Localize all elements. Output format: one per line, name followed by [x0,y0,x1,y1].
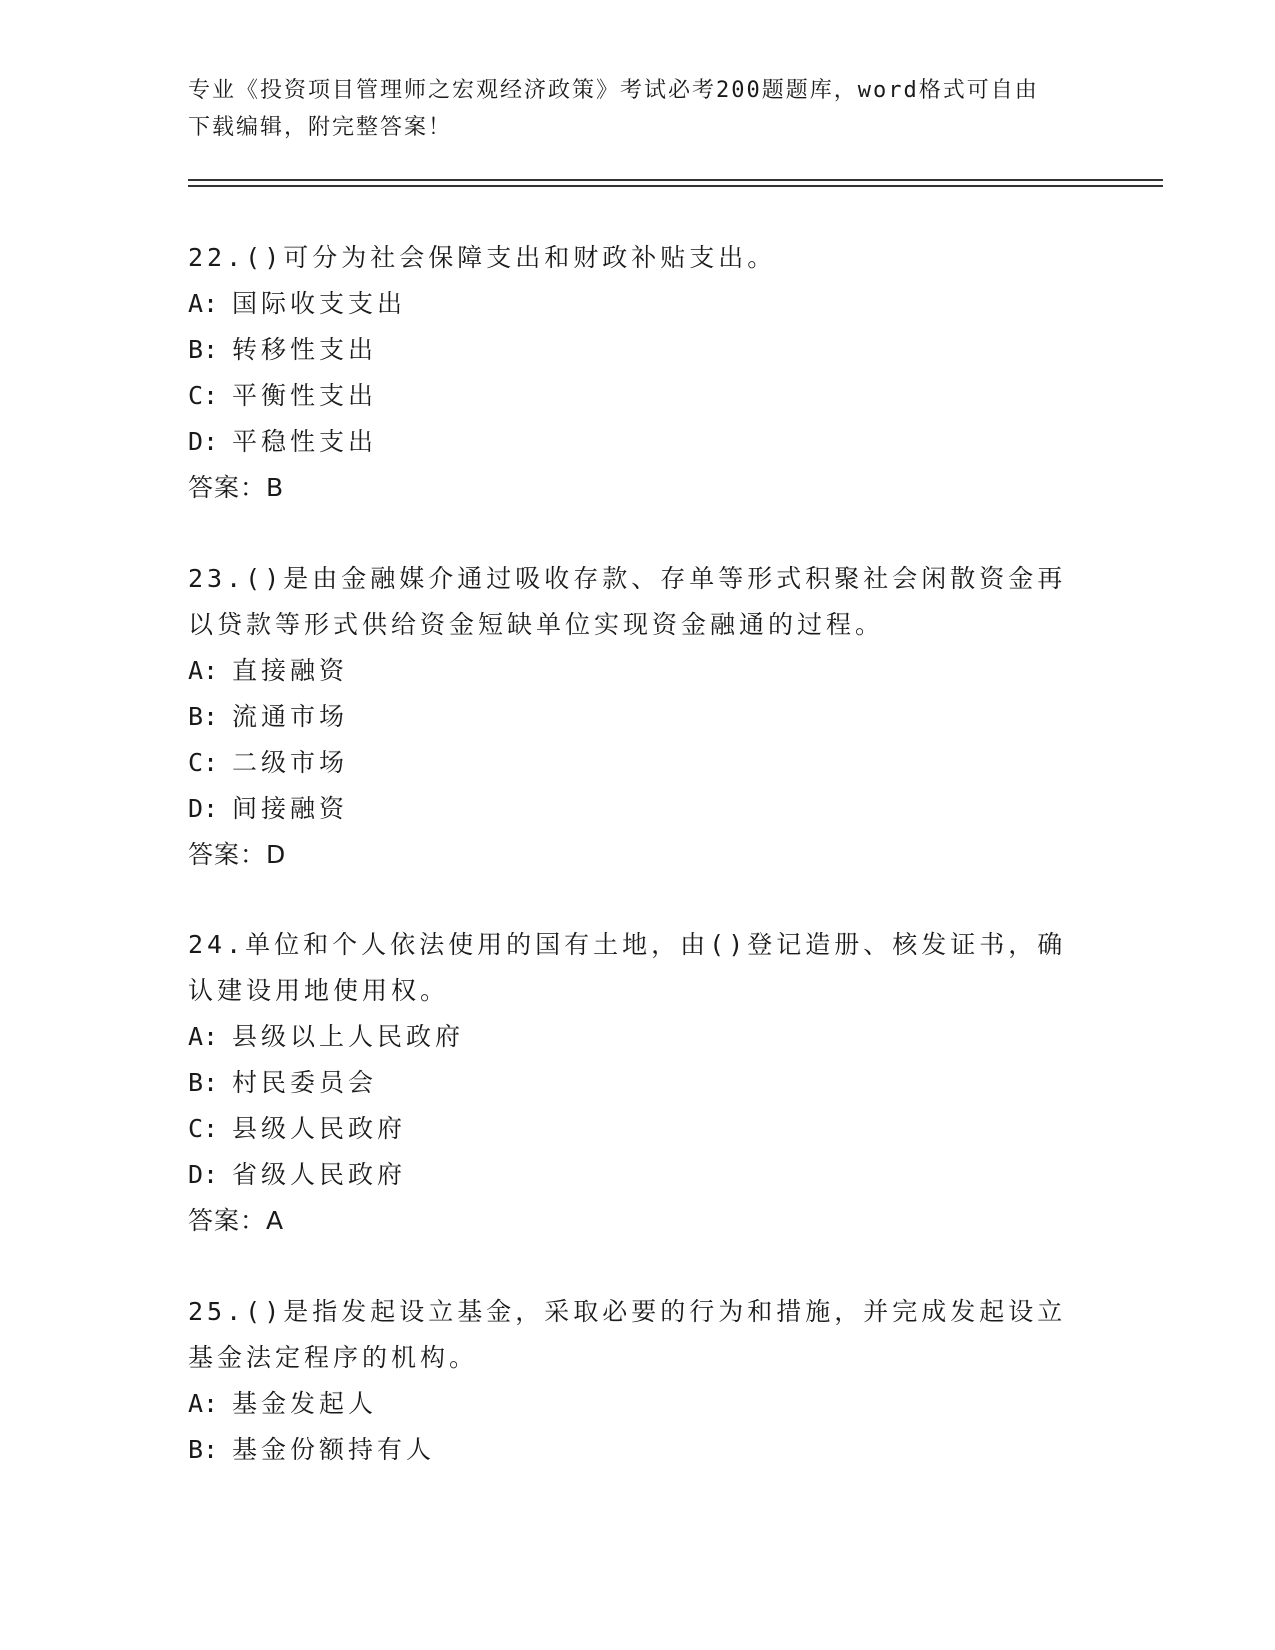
option-a [188,281,1088,327]
option-letter: B: [188,1435,219,1464]
option-b [188,1427,1088,1473]
option-letter: D: [188,794,219,823]
option-text: 转移性支出 [232,335,378,364]
question-stem: 25.()是指发起设立基金，采取必要的行为和措施，并完成发起设立基金法定程序的机构。 [188,1297,1067,1372]
header-divider-top [188,179,1163,181]
document-header [188,72,1088,146]
option-text: 平衡性支出 [232,381,378,410]
option-letter: A: [188,1389,219,1418]
option-letter: C: [188,381,219,410]
option-letter: A: [188,1022,219,1051]
option-letter: B: [188,1068,219,1097]
option-d [188,419,1088,465]
option-text: 基金份额持有人 [232,1435,436,1464]
header-line-1: 专业《投资项目管理师之宏观经济政策》考试必考200题题库，word格式可自由 [188,78,1039,103]
option-text: 平稳性支出 [232,427,378,456]
answer-line: 答案：A [188,1206,285,1235]
option-a [188,648,1088,694]
option-letter: C: [188,1114,219,1143]
option-b [188,694,1088,740]
option-letter: C: [188,748,219,777]
option-letter: B: [188,702,219,731]
option-text: 省级人民政府 [232,1160,407,1189]
question-24 [188,922,1088,1244]
answer-line: 答案：D [188,840,287,869]
question-25 [188,1289,1088,1473]
option-letter: A: [188,289,219,318]
option-text: 村民委员会 [232,1068,378,1097]
option-b [188,1060,1088,1106]
option-text: 基金发起人 [232,1389,378,1418]
option-letter: A: [188,656,219,685]
option-letter: D: [188,1160,219,1189]
option-d [188,1152,1088,1198]
option-c [188,373,1088,419]
option-b [188,327,1088,373]
question-stem: 22.()可分为社会保障支出和财政补贴支出。 [188,243,777,272]
question-stem: 23.()是由金融媒介通过吸收存款、存单等形式积聚社会闲散资金再以贷款等形式供给资金短缺单位实现资金融通的过程。 [188,564,1067,639]
option-a [188,1014,1088,1060]
option-text: 县级人民政府 [232,1114,407,1143]
option-c [188,1106,1088,1152]
question-23 [188,556,1088,878]
option-letter: D: [188,427,219,456]
option-text: 县级以上人民政府 [232,1022,465,1051]
option-text: 流通市场 [232,702,349,731]
option-text: 间接融资 [232,794,349,823]
option-letter: B: [188,335,219,364]
option-c [188,740,1088,786]
answer-line: 答案：B [188,473,285,502]
header-line-2: 下载编辑，附完整答案！ [188,115,453,140]
option-text: 直接融资 [232,656,349,685]
question-22 [188,235,1088,511]
option-d [188,786,1088,832]
option-a [188,1381,1088,1427]
header-divider-bottom [188,185,1163,187]
question-stem: 24.单位和个人依法使用的国有土地，由()登记造册、核发证书，确认建设用地使用权。 [188,930,1067,1005]
option-text: 二级市场 [232,748,349,777]
option-text: 国际收支支出 [232,289,407,318]
